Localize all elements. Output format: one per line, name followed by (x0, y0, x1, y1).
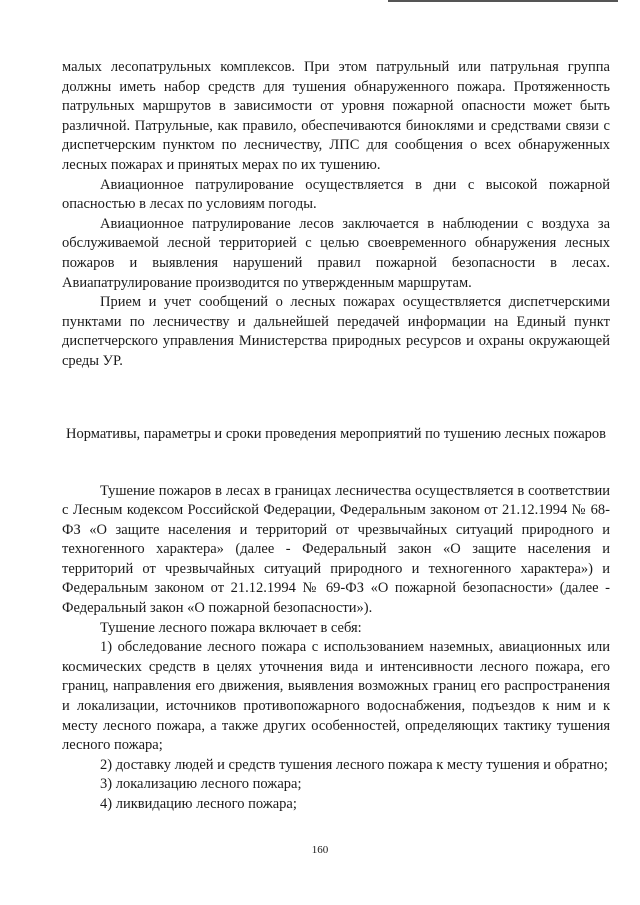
list-item-3-localization: 3) локализацию лесного пожара; (100, 776, 302, 793)
paragraph-firefighting-includes: Тушение лесного пожара включает в себя: (100, 619, 362, 636)
paragraph-aviation-patrol-days: Авиационное патрулирование осуществляется в дни с высокой пожарной опасностью в лесах по условиям погоды. (62, 176, 610, 213)
page-number: 160 (311, 844, 329, 856)
list-item-1-inspection: 1) обследование лесного пожара с использованием наземных, авиационных или космических средств в целях уточнения вида и интенсивности лесного пожара, его границ, направления его движения, выявления возможных границ его распространения и локализации, источников противопожарного водоснабжения, подъездов к ним и к месту лесного пожара, а также других особенностей, определяющих тактику тушения лесного пожара; (62, 639, 610, 754)
paragraph-firefighting-legal-basis: Тушение пожаров в лесах в границах лесничества осуществляется в соответствии с Лесным кодексом Российской Федерации, Федеральным законом от 21.12.1994 № 68-ФЗ «О защите населения и территорий от чрезвычайных ситуаций природного и техногенного характера» (далее - Федеральный закон «О защите населения и территорий от чрезвычайных ситуаций природного и техногенного характера») и Федеральным законом от 21.12.1994 № 69-ФЗ «О пожарной безопасности» (далее - Федеральный закон «О пожарной безопасности»). (62, 482, 610, 617)
scan-edge-line (388, 0, 618, 2)
list-item-2-delivery: 2) доставку людей и средств тушения лесного пожара к месту тушения и обратно; (100, 756, 608, 773)
list-item-4-liquidation: 4) ликвидацию лесного пожара; (100, 796, 297, 812)
document-page (62, 58, 610, 815)
paragraph-aviation-patrol-description: Авиационное патрулирование лесов заключается в наблюдении с воздуха за обслуживаемой лесной территорией с целью своевременного обнаружения лесных пожаров и выявления нарушений правил пожарной безопасности в лесах. Авиапатрулирование производится по утвержденным маршрутам. (62, 215, 610, 291)
paragraph-fire-reports: Прием и учет сообщений о лесных пожарах осуществляется диспетчерскими пунктами по лесничеству и дальнейшей передачей информации на Единый пункт диспетчерского управления Министерства природных ресурсов и охраны окружающей среды УР. (62, 294, 610, 369)
paragraph-patrol-groups: малых лесопатрульных комплексов. При этом патрульный или патрульная группа должны иметь набор средств для тушения обнаруженного пожара. Протяженность патрульных маршрутов в зависимости от уровня пожарной опасности может быть различной. Патрульные, как правило, обеспечиваются биноклями и средствами связи с диспетчерским пунктом по лесничеству, ЛПС для сообщения о всех обнаруженных лесных пожарах и принятых мерах по их тушению. (62, 59, 610, 173)
section-heading: Нормативы, параметры и сроки проведения мероприятий по тушению лесных пожаров (65, 425, 607, 442)
